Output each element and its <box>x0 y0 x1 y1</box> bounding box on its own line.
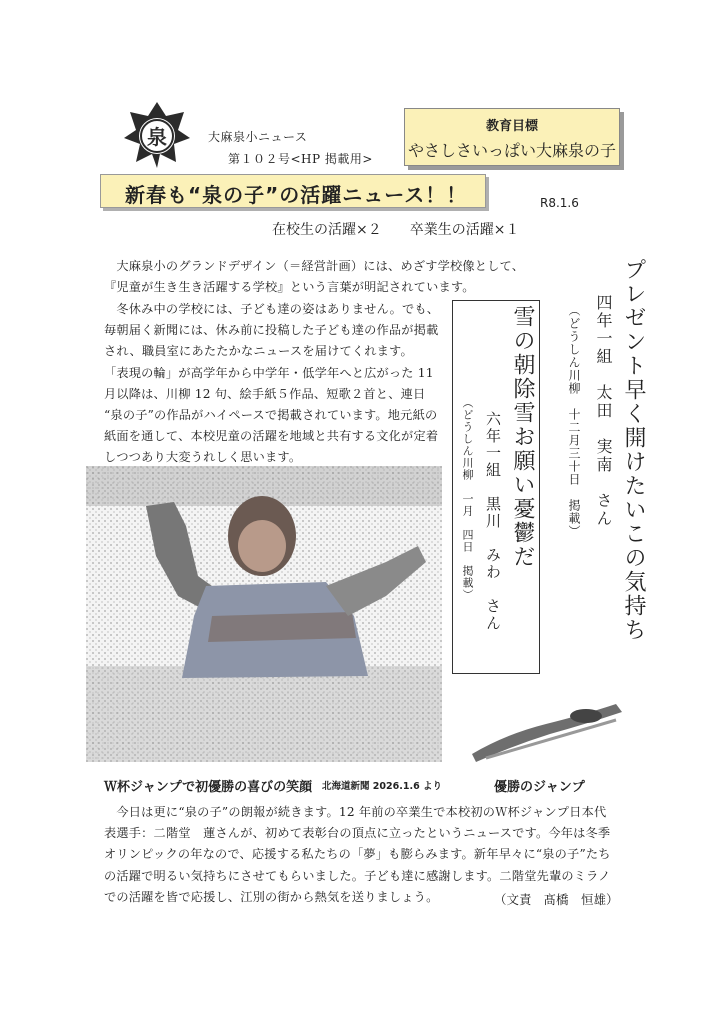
subheadings <box>272 219 519 239</box>
photo-2-caption: 優勝のジャンプ <box>494 780 585 795</box>
senryu-poem-2 <box>452 300 540 674</box>
goal-title: 教育目標 <box>485 119 538 134</box>
photo-1-source: 北海道新聞 2026.1.6 より <box>322 781 442 792</box>
svg-text:泉: 泉 <box>147 125 167 149</box>
headline-banner <box>100 174 486 208</box>
body-line: 「表現の輪」が高学年から中学年・低学年へと広がった 11 <box>104 365 434 380</box>
author-credit <box>494 890 619 908</box>
intro-line: 大麻泉小のグランドデザイン（＝経営計画）には、めざす学校像として、 <box>104 259 525 273</box>
body-line: 月以降は、川柳 12 句、絵手紙５作品、短歌２首と、連日 <box>104 386 426 401</box>
poem-1-verse: プレゼント早く開けたいこの気持ち <box>621 258 646 642</box>
body-line: 紙面を通して、本校児童の活躍を地域と共有する文化が定着 <box>104 429 439 444</box>
photo-1-caption: Ｗ杯ジャンプで初優勝の喜びの笑顔 <box>104 780 313 795</box>
closing-line: での活躍を皆で応援し、江別の街から熱気を送りましょう。 <box>104 889 439 904</box>
education-goal-box <box>404 108 620 166</box>
senryu-poem-1 <box>548 254 650 642</box>
author-name: 髙橋 恒雄） <box>543 892 619 907</box>
body-paragraph <box>104 299 454 469</box>
body-line: 毎朝届く新聞には、休み前に投稿した子ども達の作品が掲載 <box>104 323 439 338</box>
closing-line: 表選手：二階堂 蓮さんが、初めて表彰台の頂点に立ったというニュースです。今年は冬季 <box>104 826 611 841</box>
author-role: （文責 <box>494 892 532 907</box>
athlete-celebration-photo <box>86 466 442 762</box>
closing-line: の活躍で明るい気持ちにさせてもらいました。子ども達に感謝します。二階堂先輩のミラノ <box>104 868 611 883</box>
poem-1-author: 四年一組 太田 実南 さん <box>594 294 613 528</box>
body-line: “泉の子”の作品がハイペースで掲載されています。地元紙の <box>104 408 438 423</box>
intro-line: 『児童が生き生き活躍する学校』という言葉が明記されています。 <box>104 280 475 295</box>
poem-2-author: 六年一組 黒川 みわ さん <box>484 411 502 632</box>
ski-jump-photo <box>466 694 634 766</box>
poem-1-source: （どうしん川柳 十二月三十日 掲載） <box>567 304 581 538</box>
issue-number: 第１０２号<HP 掲載用> <box>228 152 373 166</box>
closing-line: オリンピックの年なので、応援する私たちの「夢」も膨らみます。新年早々に“泉の子”たち <box>104 847 611 862</box>
subhead-current-students: 在校生の活躍×２ <box>272 222 382 238</box>
headline: 新春も“泉の子”の活躍ニュース！！ <box>125 183 468 207</box>
subhead-alumni: 卒業生の活躍×１ <box>409 222 520 238</box>
issue-date: R8.1.6 <box>540 196 579 210</box>
body-line: 冬休み中の学校には、子ども達の姿はありません。でも、 <box>104 302 440 316</box>
poem-2-verse: 雪の朝除雪お願い憂鬱だ <box>510 305 535 569</box>
intro-paragraph <box>104 256 540 298</box>
school-emblem-icon <box>122 100 192 170</box>
newsletter-name: 大麻泉小ニュース <box>208 130 308 144</box>
body-line: しつつあり大変うれしく思います。 <box>104 450 302 465</box>
closing-line: 今日は更に“泉の子”の朗報が続きます。12 年前の卒業生で本校初のＷ杯ジャンプ日本代 <box>104 805 607 819</box>
poem-2-source: （どうしん川柳 一月 四日 掲載） <box>461 397 474 601</box>
goal-text: やさしさいっぱい大麻泉の子 <box>407 141 616 160</box>
body-line: され、職員室にあたたかなニュースを届けてくれます。 <box>104 344 413 359</box>
